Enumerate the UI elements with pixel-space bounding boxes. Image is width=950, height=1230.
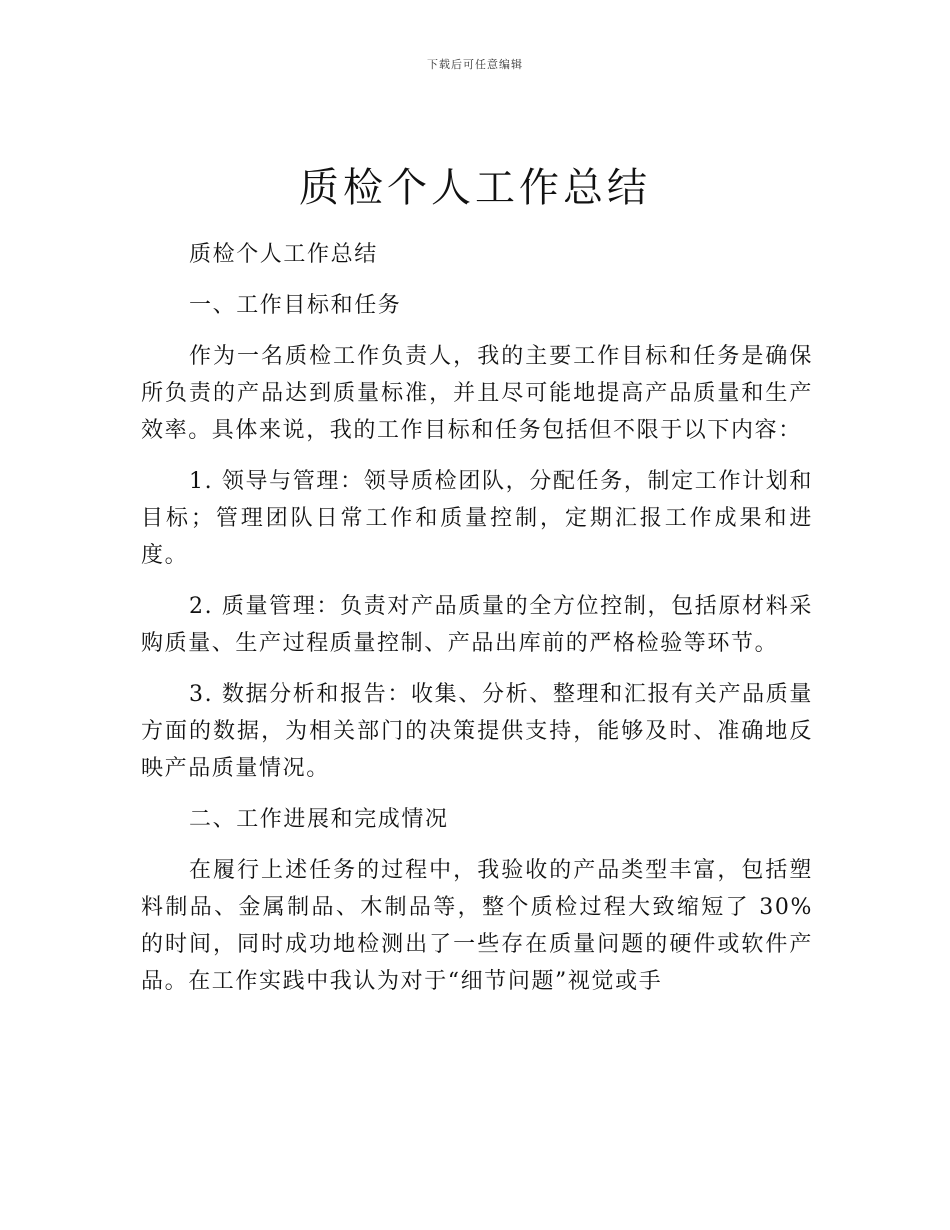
paragraph-item-2: 2. 质量管理：负责对产品质量的全方位控制，包括原材料采购质量、生产过程质量控制、产品出库前的严格检验等环节。: [141, 594, 813, 656]
paragraph-item-1: 1. 领导与管理：领导质检团队，分配任务，制定工作计划和目标；管理团队日常工作和质量控制，定期汇报工作成果和进度。: [141, 469, 813, 568]
paragraph-intro: 作为一名质检工作负责人，我的主要工作目标和任务是确保所负责的产品达到质量标准，并且尽可能地提高产品质量和生产效率。具体来说，我的工作目标和任务包括但不限于以下内容：: [141, 344, 813, 443]
paragraph-progress: 在履行上述任务的过程中，我验收的产品类型丰富，包括塑料制品、金属制品、木制品等，整个质检过程大致缩短了 30% 的时间，同时成功地检测出了一些存在质量问题的硬件或软件产品。在工作实践中我认为对于“细节问题”视觉或手: [141, 858, 813, 994]
subtitle-line: 质检个人工作总结: [189, 242, 378, 267]
section-heading-goals: 一、工作目标和任务: [189, 293, 402, 318]
paragraph-item-3: 3. 数据分析和报告：收集、分析、整理和汇报有关产品质量方面的数据，为相关部门的决策提供支持，能够及时、准确地反映产品质量情况。: [141, 682, 813, 781]
document-title: 质检个人工作总结: [299, 165, 651, 211]
header-note: 下载后可任意编辑: [427, 58, 523, 71]
section-heading-progress: 二、工作进展和完成情况: [189, 807, 449, 832]
document-body: [141, 236, 813, 1014]
